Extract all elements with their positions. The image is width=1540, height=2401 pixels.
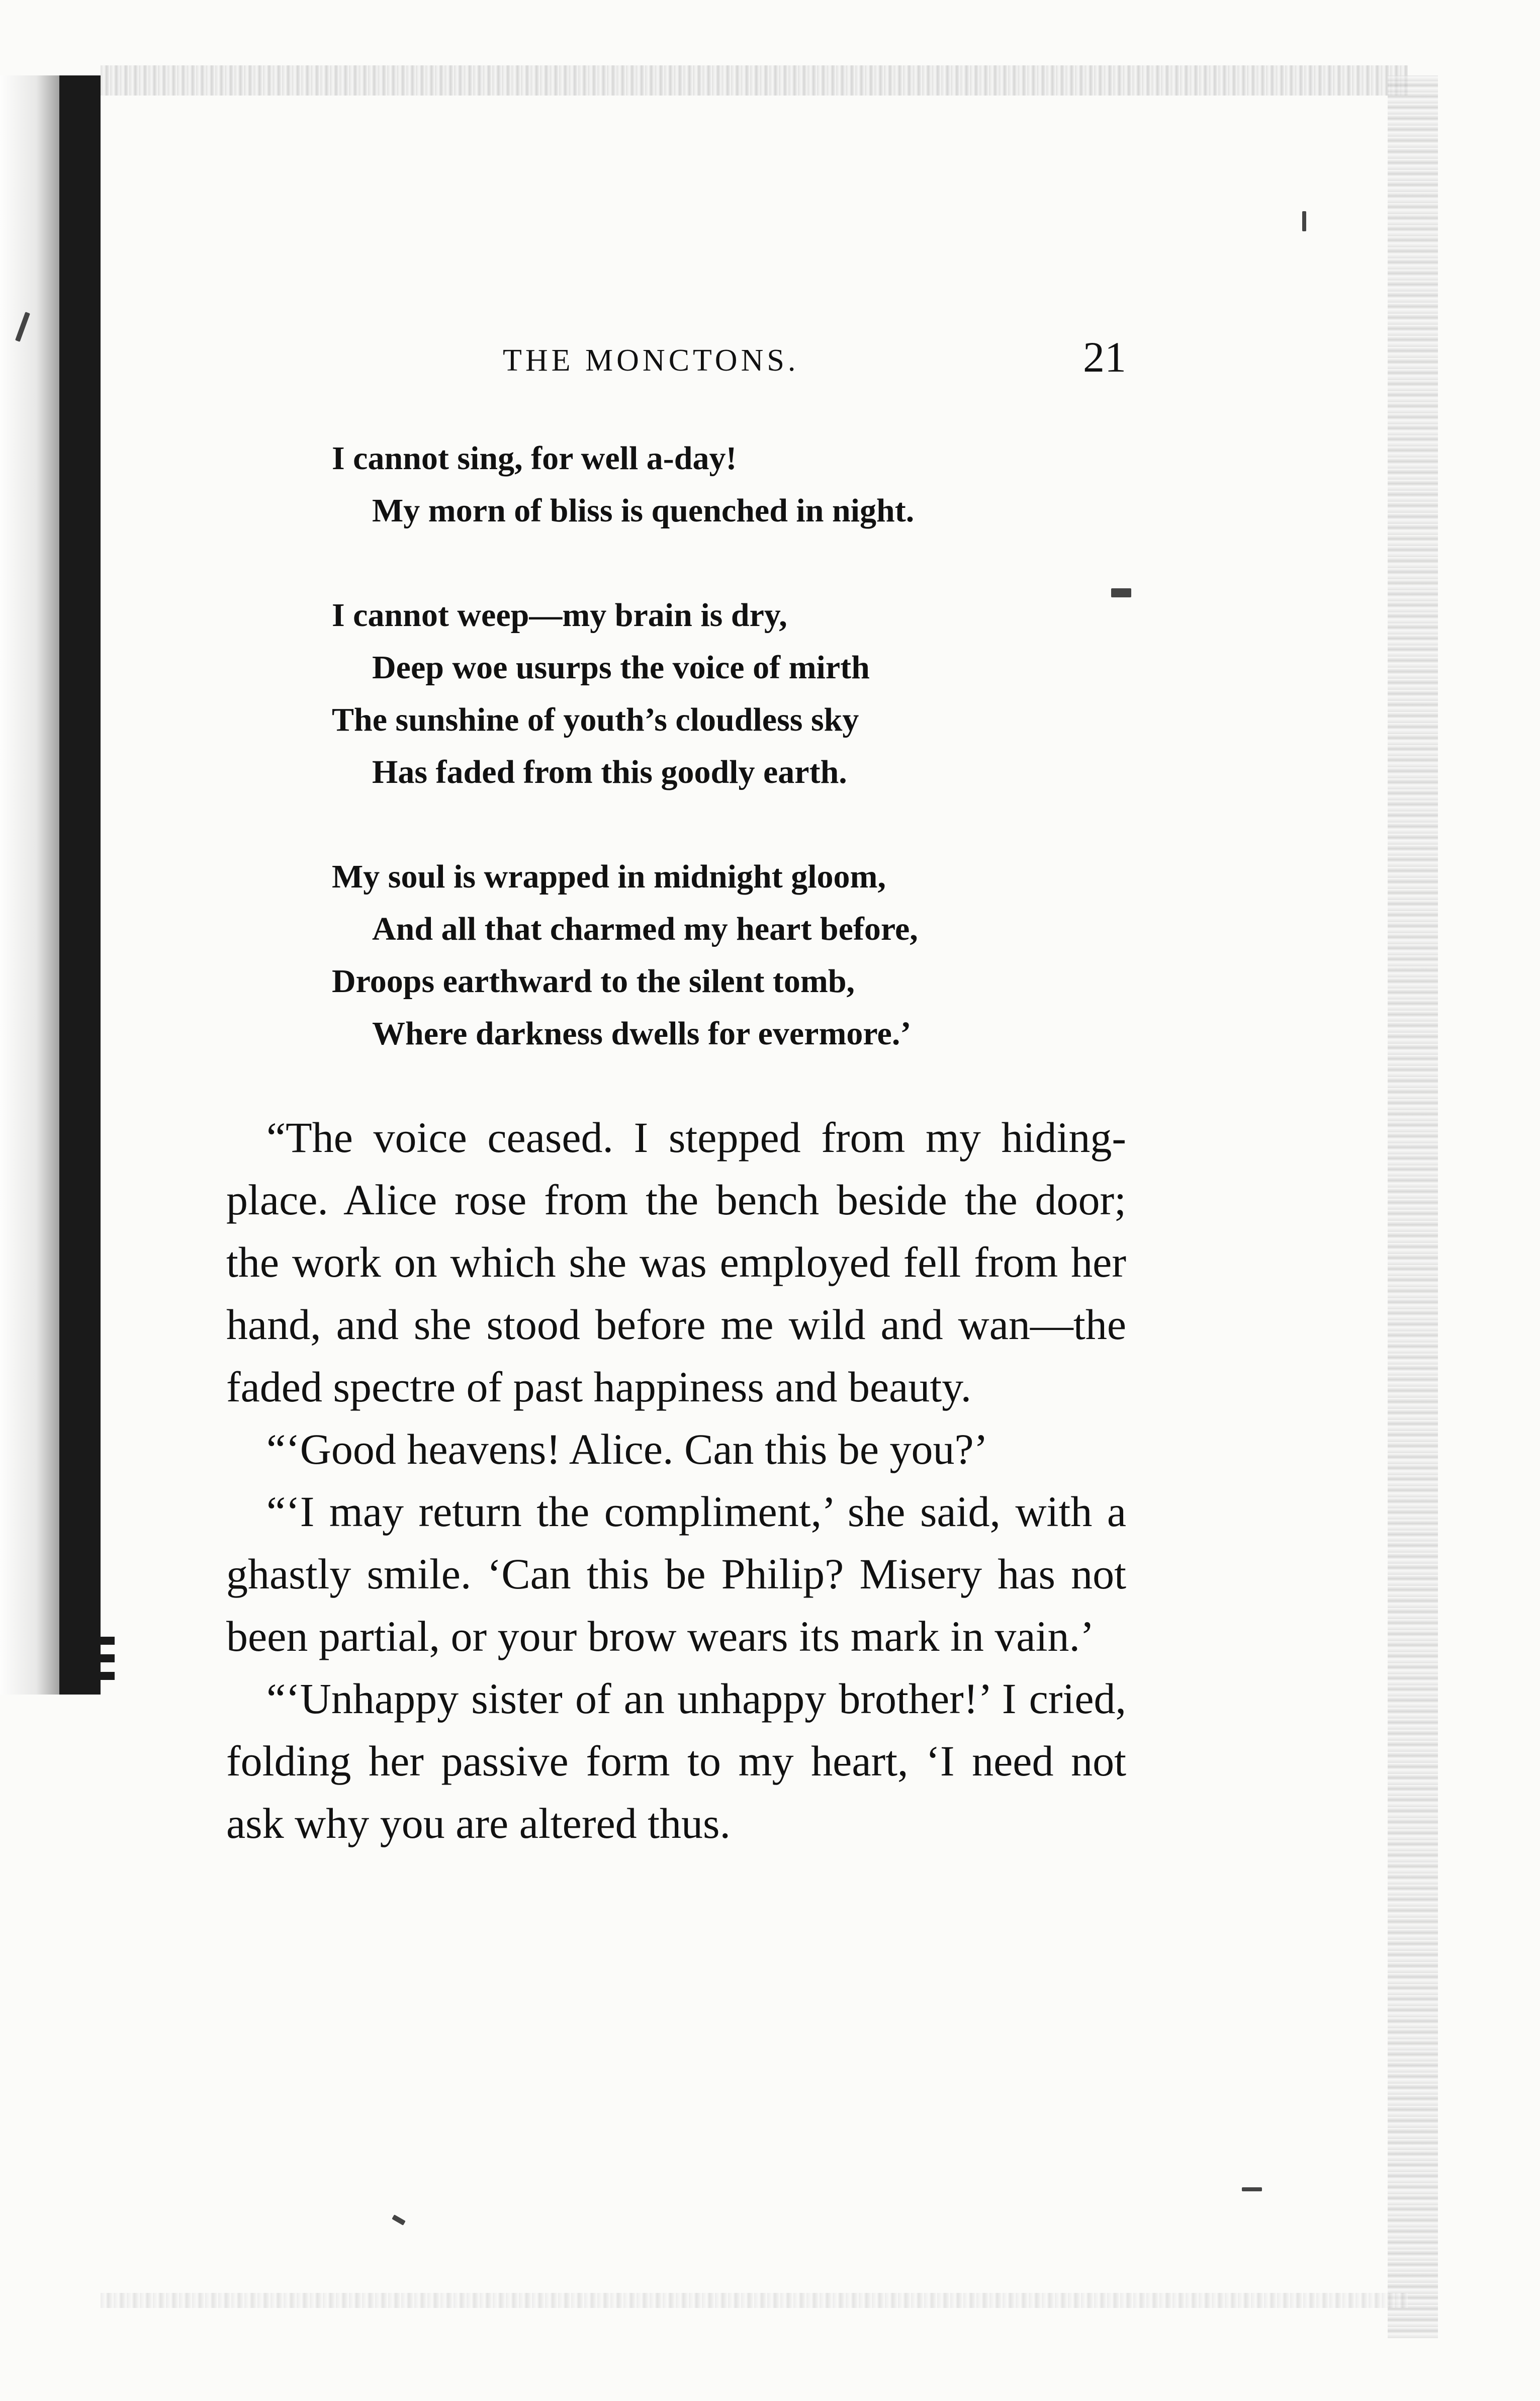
page-right-edge xyxy=(1388,75,1438,2338)
paragraph: “‘I may return the compliment,’ she said, with a ghastly smile. ‘Can this be Philip? Misery has not been partial, or your brow wears its mark in vain.’ xyxy=(226,1487,1126,1660)
binding-shadow xyxy=(0,75,60,1695)
scan-speck xyxy=(1302,211,1306,231)
stanza xyxy=(332,589,1086,798)
spine-mark xyxy=(59,1637,115,1645)
poem-line: I cannot sing, for well a-day! xyxy=(332,440,737,477)
paragraph: “‘Good heavens! Alice. Can this be you?’ xyxy=(266,1425,988,1473)
poem-line: The sunshine of youth’s cloudless sky xyxy=(332,701,859,738)
spine-mark xyxy=(59,1654,115,1662)
page-bottom-edge xyxy=(101,2293,1408,2308)
poem-block xyxy=(332,432,1086,1060)
poem-line: Deep woe usurps the voice of mirth xyxy=(372,649,870,686)
prose-block xyxy=(226,1106,1126,1854)
scan-speck xyxy=(392,2214,406,2226)
scan-speck xyxy=(1111,588,1131,597)
spine-mark xyxy=(59,1672,115,1680)
poem-line: Has faded from this goodly earth. xyxy=(372,754,847,790)
poem-line: Where darkness dwells for evermore.’ xyxy=(372,1015,912,1052)
page-header xyxy=(503,332,1126,387)
paragraph: “‘Unhappy sister of an unhappy brother!’ I cried, folding her passive form to my heart, ‘I need not ask why you are altered thus. xyxy=(226,1674,1126,1847)
page-top-edge xyxy=(101,65,1408,96)
poem-line: And all that charmed my heart before, xyxy=(372,911,918,947)
page-number: 21 xyxy=(1083,333,1126,381)
book-spine-edge xyxy=(59,75,101,1695)
poem-line: Droops earthward to the silent tomb, xyxy=(332,963,855,1000)
stanza xyxy=(332,851,1086,1060)
poem-line: I cannot weep—my brain is dry, xyxy=(332,597,787,634)
poem-line: My morn of bliss is quenched in night. xyxy=(372,492,915,529)
running-head: THE MONCTONS. xyxy=(503,343,799,378)
paragraph: “The voice ceased. I stepped from my hiding-place. Alice rose from the bench beside the door; the work on which she was employed fell from her hand, and she stood before me wild and wan—the faded spectre of past happiness and beauty. xyxy=(226,1113,1126,1411)
stanza xyxy=(332,432,1086,537)
poem-line: My soul is wrapped in midnight gloom, xyxy=(332,858,886,895)
scan-speck xyxy=(1242,2187,1262,2191)
